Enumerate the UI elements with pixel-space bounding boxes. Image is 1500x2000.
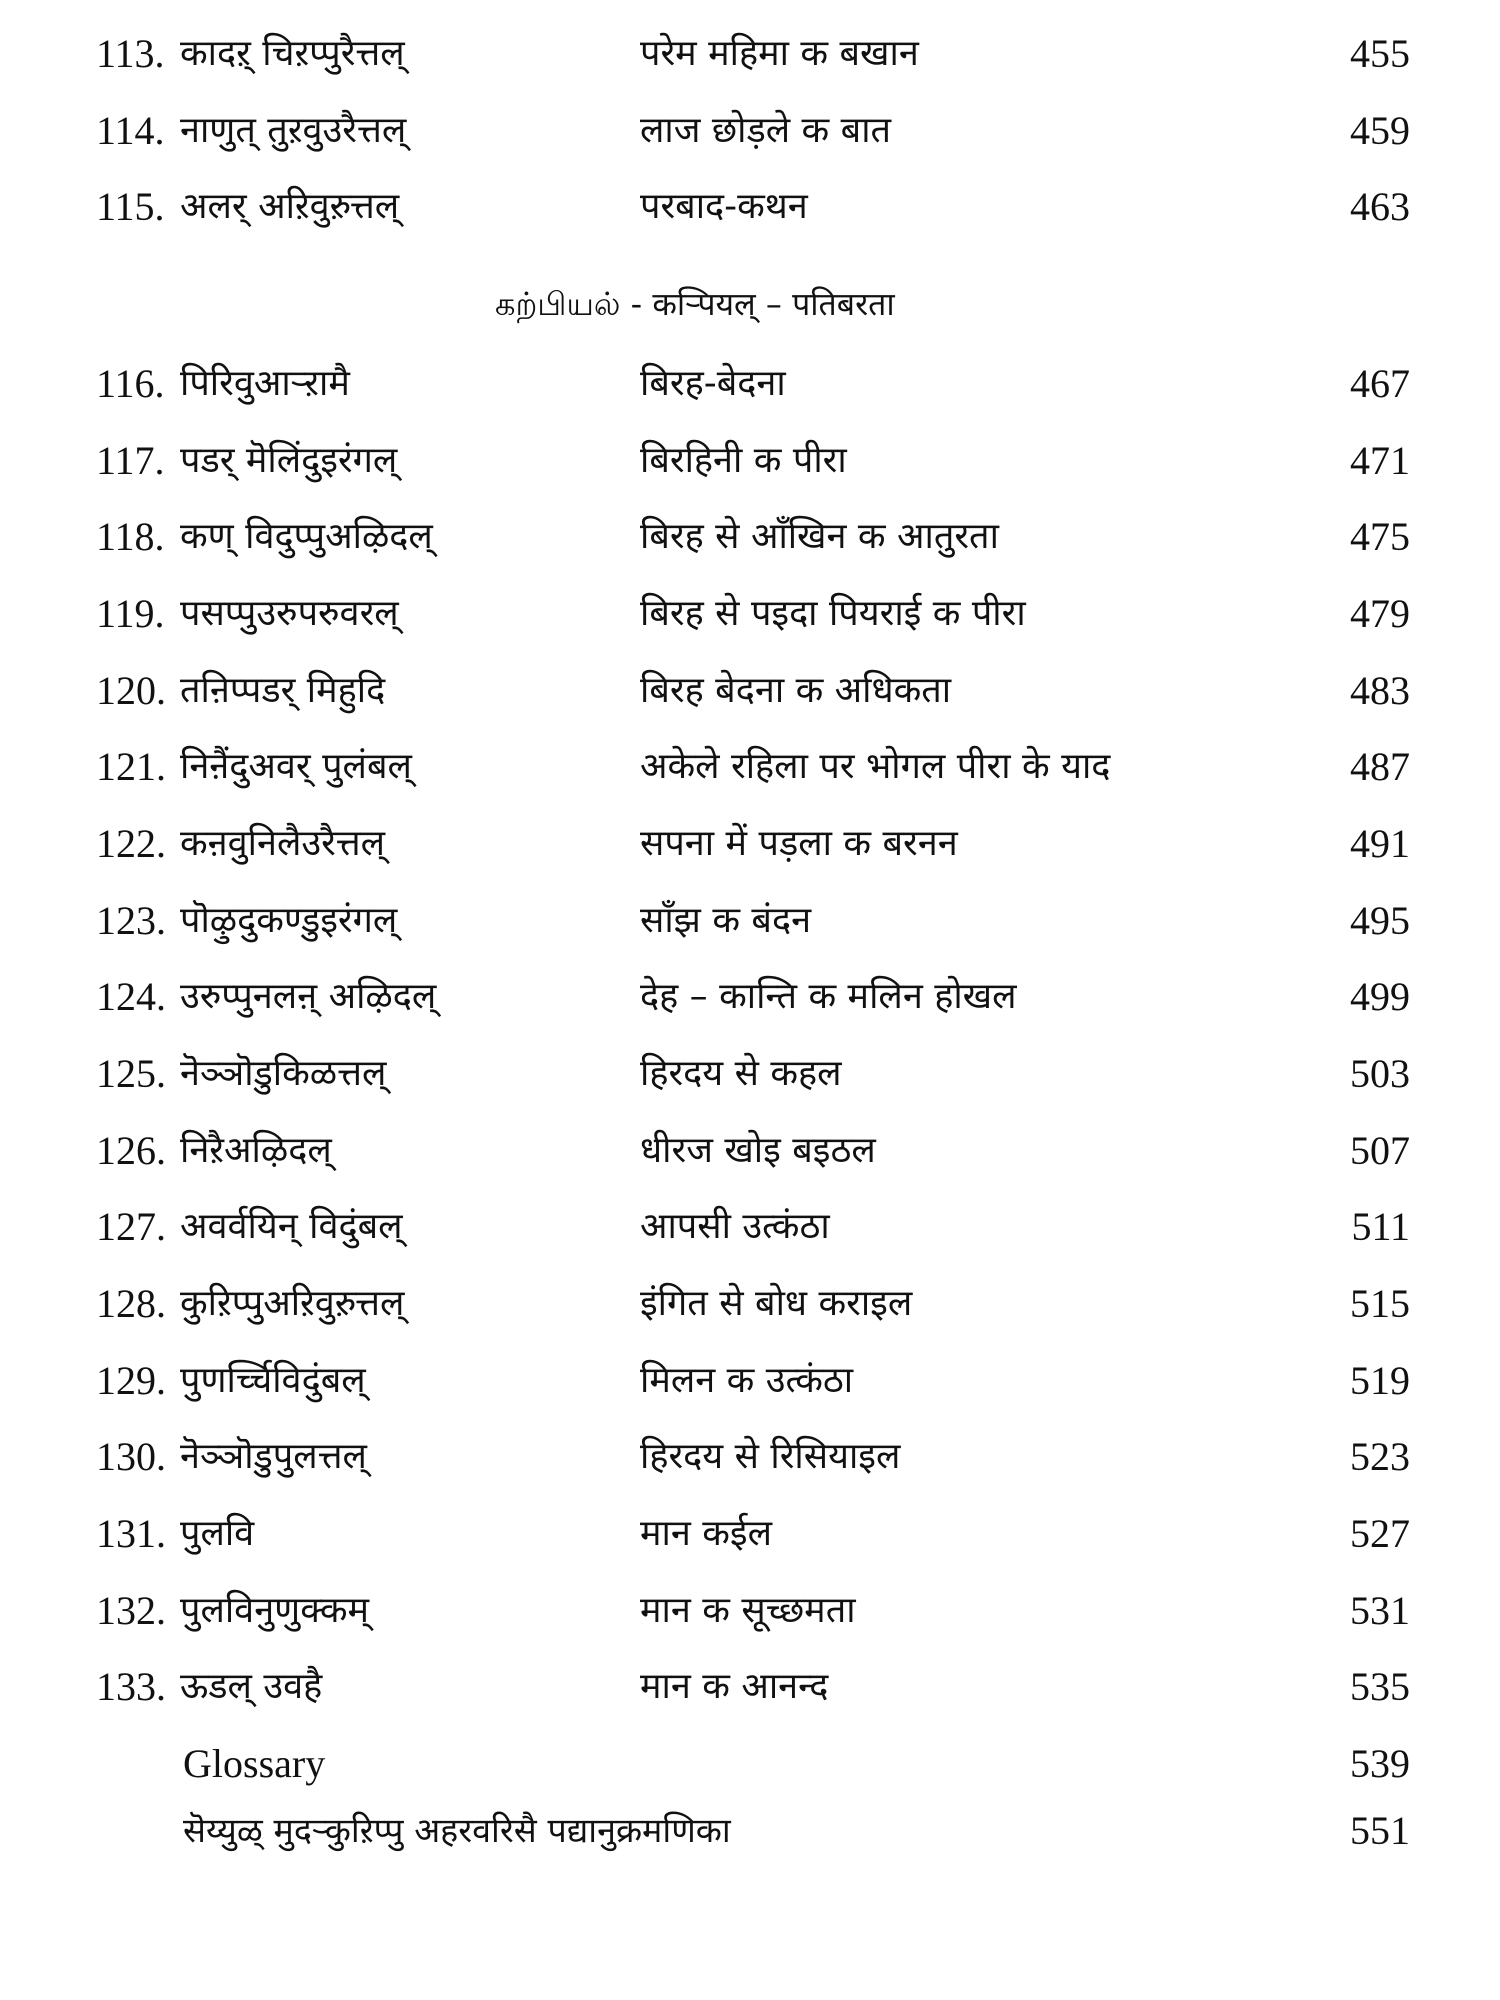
entry-page: 503 [1350, 1051, 1410, 1096]
entry-meaning: बिरह से आँखिन क आतुरता [640, 516, 999, 557]
toc-entry [0, 1117, 1500, 1187]
toc-entry [0, 1653, 1500, 1723]
toc-entry [0, 503, 1500, 573]
entry-number: 120. [96, 668, 166, 713]
toc-entry [0, 173, 1500, 243]
entry-title: पॊऴुदुकण्डुइरंगल् [180, 900, 398, 941]
entry-number: 124. [96, 974, 166, 1019]
entry-title: कण् विदुप्पुअऴिदल् [180, 516, 433, 557]
toc-entry [0, 1577, 1500, 1647]
entry-title: पसप्पुउरुपरुवरल् [180, 593, 399, 634]
entry-page: 535 [1350, 1664, 1410, 1709]
index-label: सॆय्युळ् मुदऱ्कुऱिप्पु अहरवरिसै पद्यानुक्रमणिका [183, 1811, 731, 1851]
entry-number: 129. [96, 1358, 166, 1403]
toc-entry [0, 733, 1500, 803]
section-heading [0, 270, 1500, 340]
entry-number: 133. [96, 1664, 166, 1709]
toc-entry [0, 427, 1500, 497]
entry-page: 491 [1350, 821, 1410, 866]
entry-page: 483 [1350, 668, 1410, 713]
entry-title: निऩैंदुअवर् पुलंबल् [180, 746, 412, 787]
entry-page: 463 [1350, 184, 1410, 229]
entry-title: कुऱिप्पुअऱिवुऱुत्तल् [180, 1283, 405, 1324]
entry-page: 479 [1350, 591, 1410, 636]
entry-page: 455 [1350, 31, 1410, 76]
entry-page: 515 [1350, 1281, 1410, 1326]
toc-entry [0, 887, 1500, 957]
entry-title: उरुप्पुनलऩ् अऴिदल् [180, 976, 437, 1017]
toc-entry [0, 1040, 1500, 1110]
entry-page: 531 [1350, 1588, 1410, 1633]
entry-title: ऊडल् उवहै [180, 1666, 323, 1707]
entry-page: 475 [1350, 514, 1410, 559]
entry-meaning: हिरदय से रिसियाइल [640, 1436, 901, 1477]
entry-meaning: आपसी उत्कंठा [640, 1206, 830, 1247]
entry-number: 122. [96, 821, 166, 866]
entry-page: 471 [1350, 438, 1410, 483]
entry-meaning: साँझ क बंदन [640, 900, 812, 941]
entry-page: 487 [1350, 744, 1410, 789]
entry-title: अलर् अऱिवुऱुत्तल् [180, 186, 400, 227]
entry-page: 495 [1350, 898, 1410, 943]
entry-page: 499 [1350, 974, 1410, 1019]
section-heading-text: கற்பியல் - कऱ्पियल् – पतिबरता [495, 285, 895, 323]
entry-title: कऩवुनिलैउरैत्तल् [180, 823, 386, 864]
entry-meaning: हिरदय से कहल [640, 1053, 842, 1094]
entry-meaning: परबाद-कथन [640, 186, 808, 227]
entry-meaning: देह – कान्ति क मलिन होखल [640, 976, 1017, 1017]
toc-entry [0, 20, 1500, 90]
index-page: 551 [1350, 1808, 1410, 1853]
entry-page: 527 [1350, 1511, 1410, 1556]
entry-meaning: मान क सूच्छमता [640, 1590, 856, 1631]
entry-number: 132. [96, 1588, 166, 1633]
entry-page: 459 [1350, 108, 1410, 153]
entry-meaning: परेम महिमा क बखान [640, 33, 919, 74]
glossary-label: Glossary [183, 1741, 326, 1786]
entry-title: पुलविनुणुक्कम् [180, 1590, 370, 1631]
entry-number: 117. [96, 438, 165, 483]
entry-title: पिरिवुआऱ्ऱामै [180, 363, 350, 404]
toc-entry [0, 657, 1500, 727]
toc-entry [0, 1423, 1500, 1493]
toc-entry [0, 810, 1500, 880]
glossary-entry [0, 1730, 1500, 1800]
entry-number: 116. [96, 361, 165, 406]
entry-title: अवर्वयिन् विदुंबल् [180, 1206, 403, 1247]
entry-page: 511 [1351, 1204, 1410, 1249]
index-entry [0, 1797, 1500, 1867]
entry-title: नॆञ्ञॊडुपुलत्तल् [180, 1436, 367, 1477]
toc-entry [0, 1270, 1500, 1340]
entry-meaning: बिरह से पइदा पियराई क पीरा [640, 593, 1026, 634]
entry-title: तऩिप्पडर् मिहुदि [180, 670, 386, 711]
entry-title: नॆञ्ञॊडुकिळत्तल् [180, 1053, 387, 1094]
toc-entry [0, 580, 1500, 650]
entry-title: पडर् मॆलिंदुइरंगल् [180, 440, 398, 481]
entry-number: 130. [96, 1434, 166, 1479]
toc-entry [0, 1193, 1500, 1263]
entry-number: 113. [96, 31, 165, 76]
entry-number: 123. [96, 898, 166, 943]
toc-entry [0, 350, 1500, 420]
entry-meaning: बिरहिनी क पीरा [640, 440, 847, 481]
entry-number: 131. [96, 1511, 166, 1556]
entry-number: 126. [96, 1128, 166, 1173]
entry-meaning: मान क आनन्द [640, 1666, 829, 1707]
entry-number: 114. [96, 108, 165, 153]
entry-page: 519 [1350, 1358, 1410, 1403]
entry-meaning: मान कईल [640, 1513, 773, 1554]
entry-page: 523 [1350, 1434, 1410, 1479]
entry-number: 128. [96, 1281, 166, 1326]
toc-entry [0, 97, 1500, 167]
toc-entry [0, 1500, 1500, 1570]
entry-meaning: इंगित से बोध कराइल [640, 1283, 913, 1324]
toc-entry [0, 963, 1500, 1033]
entry-meaning: लाज छोड़ले क बात [640, 110, 892, 151]
entry-meaning: धीरज खोइ बइठल [640, 1130, 876, 1171]
entry-title: नाणुत् तुऱवुउरैत्तल् [180, 110, 407, 151]
entry-title: पुलवि [180, 1513, 255, 1554]
entry-page: 507 [1350, 1128, 1410, 1173]
entry-meaning: बिरह बेदना क अधिकता [640, 670, 952, 711]
entry-number: 125. [96, 1051, 166, 1096]
entry-title: पुणर्च्चिविदुंबल् [180, 1360, 366, 1401]
entry-number: 119. [96, 591, 165, 636]
entry-title: कादऱ् चिऱप्पुरैत्तल् [180, 33, 405, 74]
entry-number: 127. [96, 1204, 166, 1249]
entry-title: निऱैअऴिदल् [180, 1130, 332, 1171]
entry-meaning: अकेले रहिला पर भोगल पीरा के याद [640, 746, 1111, 787]
entry-number: 118. [96, 514, 165, 559]
entry-page: 467 [1350, 361, 1410, 406]
entry-number: 121. [96, 744, 166, 789]
glossary-page: 539 [1350, 1741, 1410, 1786]
entry-number: 115. [96, 184, 165, 229]
entry-meaning: बिरह-बेदना [640, 363, 786, 404]
toc-entry [0, 1347, 1500, 1417]
entry-meaning: सपना में पड़ला क बरनन [640, 823, 958, 864]
entry-meaning: मिलन क उत्कंठा [640, 1360, 854, 1401]
